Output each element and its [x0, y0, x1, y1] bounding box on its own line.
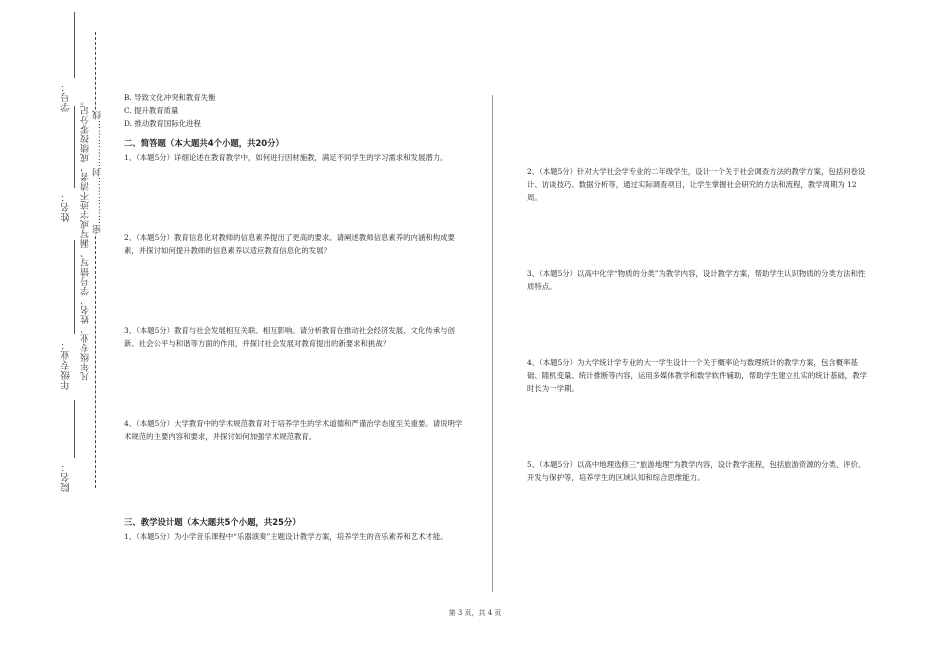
design-q5: 5、（本题5分）以高中地理选修三“旅游地理”为教学内容，设计教学流程，包括旅游资源的分类、评价、开发与保护等，培养学生的区域认知和综合思维能力。 — [527, 460, 866, 482]
school-line — [74, 400, 75, 458]
short-answer-q2: 2、（本题5分）教育信息化对教师的信息素养提出了更高的要求。请阐述教师信息素养的内涵和构成要素，并探讨如何提升教师的信息素养以适应教育信息化的发展？ — [124, 233, 455, 255]
design-q3: 3、（本题5分）以高中化学“物质的分类”为教学内容，设计教学方案，帮助学生认识物质的分类方法和性质特点。 — [527, 269, 866, 291]
design-q2: 2、（本题5分）针对大学社会学专业的二年级学生，设计一个关于社会调查方法的教学方案，包括问卷设计、访谈技巧、数据分析等，通过实际调查项目，让学生掌握社会研究的方法和流程，教学周期为 12 周。 — [527, 167, 866, 202]
option-c: C. 提升教育质量 — [124, 106, 179, 115]
short-answer-q4: 4、（本题5分）大学教育中的学术规范教育对于培养学生的学术道德和严谨治学态度至关重要。请说明学术规范的主要内容和要求，并探讨如何加强学术规范教育。 — [124, 419, 463, 441]
seal-dashed-line — [95, 32, 96, 488]
left-column — [124, 91, 466, 543]
binding-instruction: 凡年级专业、姓名、学号错写、漏写或字迹不清者，成绩按零分记。 — [81, 96, 91, 381]
option-d: D. 推动教育国际化进程 — [124, 119, 201, 128]
name-label: 姓名： — [61, 192, 72, 222]
page-number: 第 3 页，共 4 页 — [448, 609, 502, 617]
student-id-label: 学号： — [61, 82, 72, 112]
design-q4: 4、（本题5分）为大学统计学专业的大一学生设计一个关于概率论与数理统计的教学方案，包含概率基础、随机变量、统计推断等内容，运用多媒体教学和数学软件辅助，帮助学生建立扎实的统计基础，教学时长为一学期。 — [527, 358, 867, 393]
section-2-title: 二、简答题（本大题共4个小题，共20分） — [124, 138, 284, 148]
right-column — [527, 165, 872, 484]
school-label: 院名： — [61, 462, 72, 492]
seal-text: 密……………封……………线 — [93, 110, 103, 234]
section-3-title: 三、教学设计题（本大题共5个小题，共25分） — [124, 517, 301, 527]
grade-major-label: 年级专业： — [61, 340, 72, 390]
short-answer-q1: 1、（本题5分）详细论述在教育教学中，如何进行因材施教，满足不同学生的学习需求和发展潜力。 — [124, 153, 448, 162]
option-b: B. 导致文化冲突和教育失衡 — [124, 93, 216, 102]
short-answer-q3: 3、（本题5分）教育与社会发展相互关联、相互影响。请分析教育在推动社会经济发展、文化传承与创新、社会公平与和谐等方面的作用，并探讨社会发展对教育提出的新要求和挑战？ — [124, 326, 455, 348]
column-divider — [492, 95, 493, 592]
grade-major-line — [74, 240, 75, 334]
student-id-line — [74, 12, 75, 78]
design-q1: 1、（本题5分）为小学音乐课程中“乐器演奏”主题设计教学方案，培养学生的音乐素养和艺术才能。 — [124, 532, 448, 541]
name-line — [74, 106, 75, 188]
